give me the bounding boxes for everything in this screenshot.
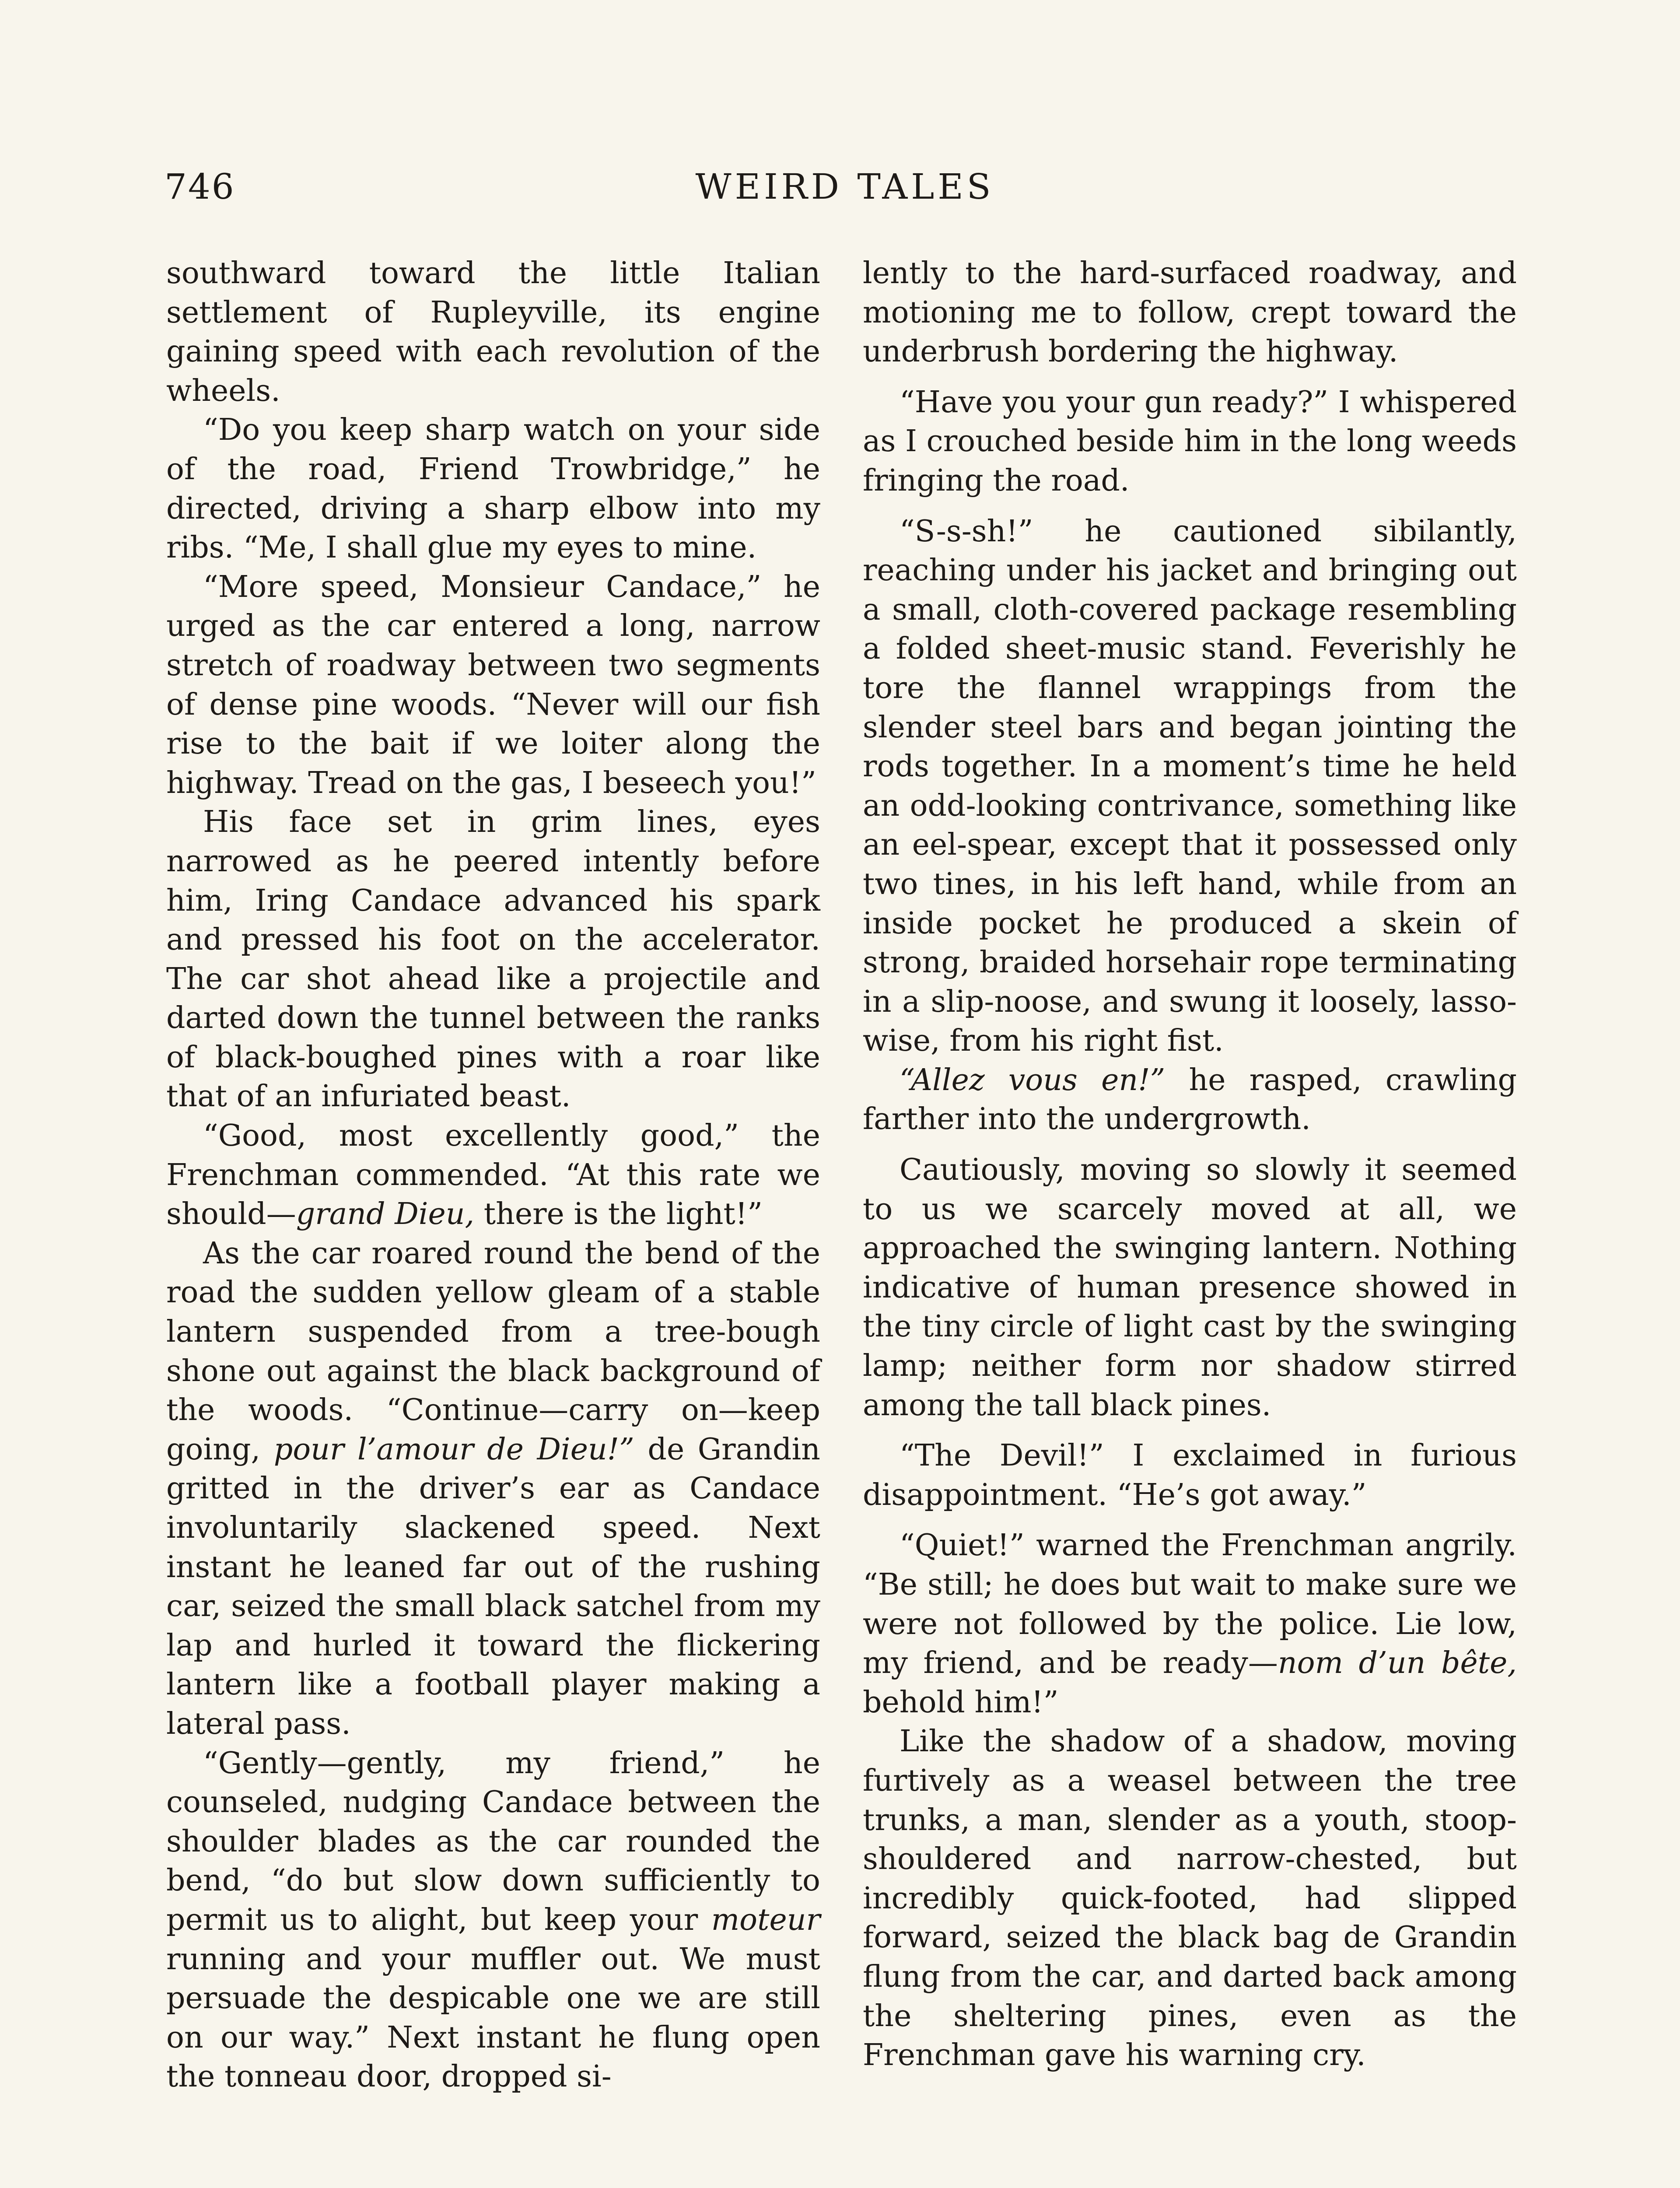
text-run: there is the light!” [474,1197,763,1232]
paragraph [166,1116,820,1234]
text-column-left [166,254,820,2097]
page-header [164,163,1525,211]
text-run: running and your muffler out. We must persuade the despicable one we are still on our way.” Next instant he flung open the tonneau door, dropped si- [166,1942,820,2094]
paragraph [863,1061,1517,1139]
paragraph [166,803,820,1116]
text-run: lently to the hard-surfaced roadway, and motioning me to follow, crept toward the underbrush bordering the highway. [863,256,1517,369]
paragraph [863,1526,1517,1722]
paragraph [863,1150,1517,1425]
text-run: Like the shadow of a shadow, moving furtively as a weasel between the tree trunks, a man, slender as a youth, stoop-shouldered and narrow-chested, but incredibly quick-footed, had slipped forward, seized the black bag de Grandin flung from the car, and darted back among the sheltering pines, even as the Frenchman gave his warning cry. [863,1724,1517,2073]
text-run: Cautiously, moving so slowly it seemed to us we scarcely moved at all, we approached the swinging lantern. Nothing indicative of human presence showed in the tiny circle of light cast by the swinging lamp; neither form nor shadow stirred among the tall black pines. [863,1153,1517,1423]
text-run: “Quiet!” warned the Frenchman angrily. “Be still; he does but wait to make sure we were not followed by the police. Lie low, my friend, and be ready— [863,1528,1517,1681]
text-run: de Grandin gritted in the driver’s ear as Candace involuntarily slackened speed. Next instant he leaned far out of the rushing car, seized the small black satchel from my lap and hurled it toward the flickering lantern like a football player making a lateral pass. [166,1432,820,1741]
page-number: 746 [164,166,235,207]
italic-phrase: moteur [711,1902,820,1937]
text-run: “Good, most excellently good,” the Frenchman commended. “At this rate we should— [166,1119,820,1232]
text-run: behold him!” [863,1685,1059,1720]
italic-phrase: grand Dieu, [296,1197,475,1232]
paragraph [166,254,820,410]
text-run: “Gently—gently, my friend,” he counseled, nudging Candace between the shoulder blades as the car rounded the bend, “do but slow down sufficiently to permit us to alight, but keep your [166,1746,820,1937]
text-column-right [863,254,1517,2075]
text-run: “More speed, Monsieur Candace,” he urged as the car entered a long, narrow stretch of roadway between two segments of dense pine woods. “Never will our fish rise to the bait if we loiter along the highway. Tread on the gas, I beseech you!” [166,569,820,800]
paragraph [863,254,1517,372]
text-run: southward toward the little Italian settlement of Rupleyville, its engine gaining speed with each revolution of the wheels. [166,256,820,408]
paragraph [166,568,820,803]
italic-phrase: nom d’un bête, [1278,1646,1517,1681]
italic-phrase: “Allez vous en!” [900,1062,1166,1098]
paragraph [166,410,820,567]
text-run: “S-s-sh!” he cautioned sibilantly, reaching under his jacket and bringing out a small, cloth-covered package resembling a folded sheet-music stand. Feverishly he tore the flannel wrappings from the slender steel bars and began jointing the rods together. In a moment’s time he held an odd-looking contrivance, something like an eel-spear, except that it possessed only two tines, in his left hand, while from an inside pocket he produced a skein of strong, braided horsehair rope terminating in a slip-noose, and swung it loosely, lasso-wise, from his right fist. [863,514,1517,1059]
text-run: “Do you keep sharp watch on your side of the road, Friend Trowbridge,” he directed, driving a sharp elbow into my ribs. “Me, I shall glue my eyes to mine. [166,413,820,565]
text-run: “Have you your gun ready?” I whispered as I crouched beside him in the long weeds fringing the road. [863,385,1517,498]
text-run: he rasped, crawling farther into the undergrowth. [863,1062,1517,1137]
text-run: His face set in grim lines, eyes narrowed as he peered intently before him, Iring Candace advanced his spark and pressed his foot on the accelerator. The car shot ahead like a projectile and darted down the tunnel between the ranks of black-boughed pines with a roar like that of an infuriated beast. [166,805,820,1114]
paragraph [166,1744,820,2097]
text-run: As the car roared round the bend of the road the sudden yellow gleam of a stable lantern suspended from a tree-bough shone out against the black background of the woods. “Continue—carry on—keep going, [166,1236,820,1467]
text-run: “The Devil!” I exclaimed in furious disappointment. “He’s got away.” [863,1438,1517,1512]
paragraph [166,1234,820,1744]
paragraph [863,1722,1517,2075]
paragraph [863,512,1517,1061]
paragraph [863,1436,1517,1515]
running-title: WEIRD TALES [695,166,994,207]
paragraph [863,383,1517,501]
italic-phrase: pour l’amour de Dieu!” [273,1432,634,1467]
